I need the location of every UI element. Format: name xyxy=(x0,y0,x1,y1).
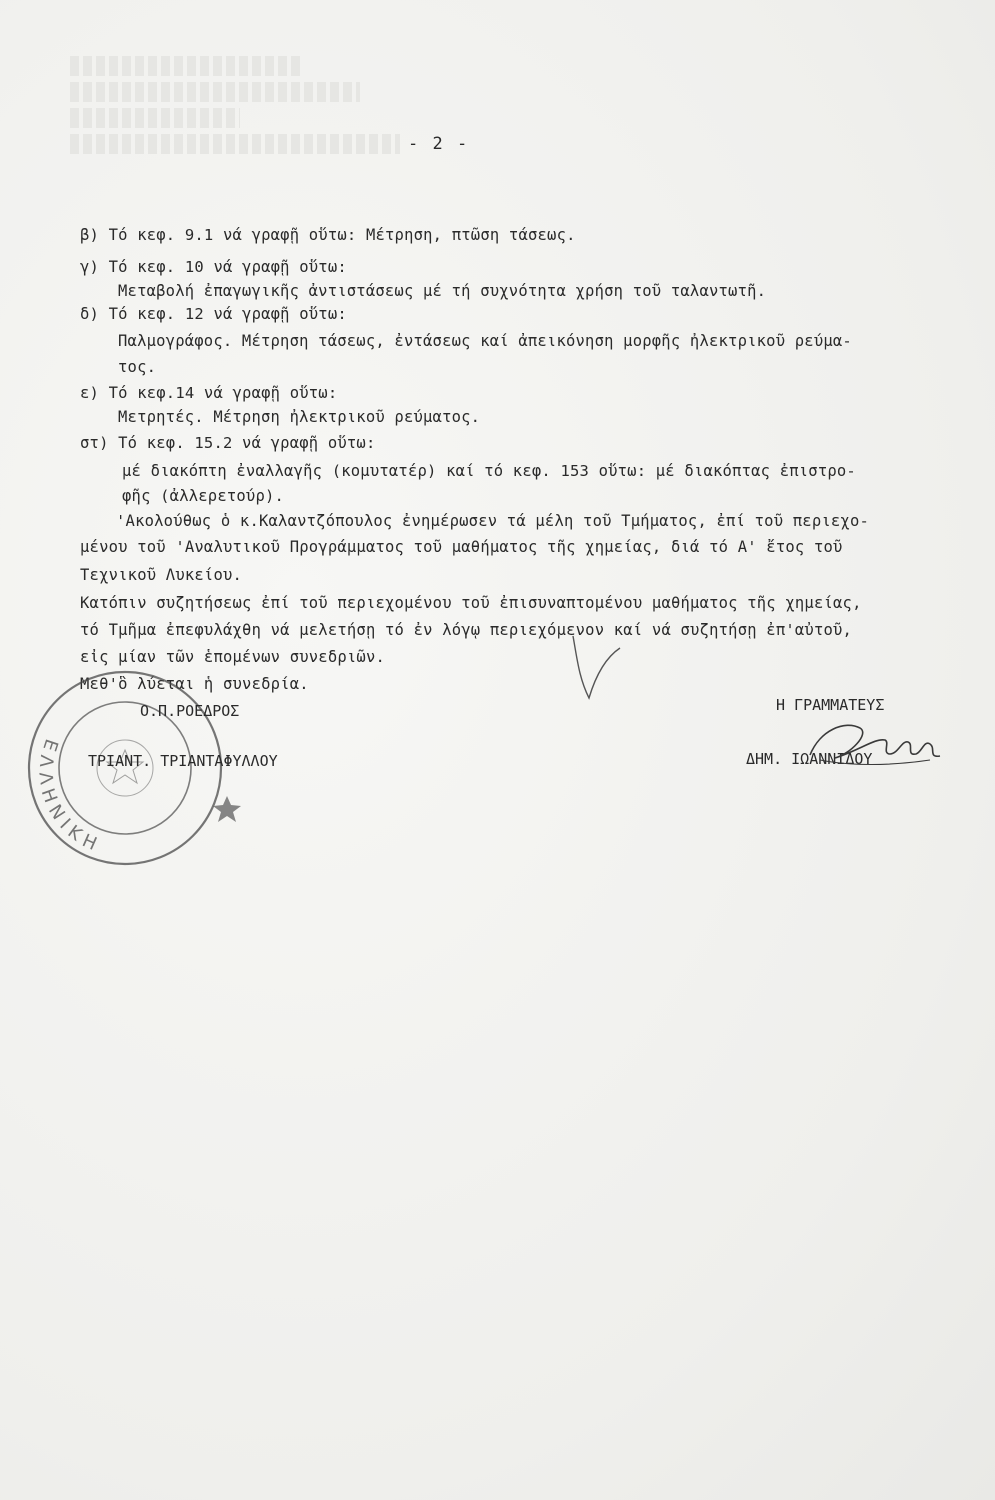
body-line: Μεθ'ὃ λύεται ἡ συνεδρία. xyxy=(80,675,309,693)
body-line: τος. xyxy=(118,358,157,376)
body-line: Τεχνικοῦ Λυκείου. xyxy=(80,566,243,584)
body-line: εἰς μίαν τῶν ἑπομένων συνεδριῶν. xyxy=(80,648,386,666)
body-line: Παλμογράφος. Μέτρηση τάσεως, ἐντάσεως καί ἀπεικόνηση μορφῆς ἠλεκτρικοῦ ρεύμα- xyxy=(118,332,852,350)
body-line: φῆς (ἀλλερετούρ). xyxy=(122,487,285,505)
body-line: β) Τό κεφ. 9.1 νά γραφῇ οὕτω: Μέτρηση, πτῶση τάσεως. xyxy=(80,226,576,244)
page-number: - 2 - xyxy=(408,134,470,154)
body-line: στ) Τό κεφ. 15.2 νά γραφῇ οὕτω: xyxy=(80,434,376,452)
body-line: ε) Τό κεφ.14 νά γραφῇ οὕτω: xyxy=(80,384,338,402)
pen-mark-icon xyxy=(565,628,625,708)
body-line: δ) Τό κεφ. 12 νά γραφῇ οὕτω: xyxy=(80,305,347,323)
body-line: μένου τοῦ 'Αναλυτικοῦ Προγράμματος τοῦ μαθήματος τῆς χημείας, διά τό Α' ἔτος τοῦ xyxy=(80,538,843,556)
body-line: γ) Τό κεφ. 10 νά γραφῇ οὕτω: xyxy=(80,258,347,276)
secretary-name: ΔΗΜ. ΙΩΑΝΝΙΔΟΥ xyxy=(746,750,873,768)
body-line: Μετρητές. Μέτρηση ἠλεκτρικοῦ ρεύματος. xyxy=(118,408,481,426)
secretary-title: Η ΓΡΑΜΜΑΤΕΥΣ xyxy=(776,696,885,714)
handwritten-signature-icon xyxy=(790,710,950,780)
body-line: Μεταβολή ἐπαγωγικῆς ἀντιστάσεως μέ τή συχνότητα χρήση τοῦ ταλαντωτῆ. xyxy=(118,282,767,300)
body-line: τό Τμῆμα ἐπεφυλάχθη νά μελετήσῃ τό ἐν λόγῳ περιεχόμενον καί νά συζητήσῃ ἐπ'αὐτοῦ, xyxy=(80,621,853,639)
body-line: 'Ακολούθως ὁ κ.Καλαντζόπουλος ἐνημέρωσεν τά μέλη τοῦ Τμήματος, ἐπί τοῦ περιεχο- xyxy=(116,512,870,530)
body-line: Κατόπιν συζητήσεως ἐπί τοῦ περιεχομένου τοῦ ἐπισυναπτομένου μαθήματος τῆς χημείας, xyxy=(80,594,862,612)
stamp-text: ΕΛΛΗΝΙΚΗ xyxy=(34,736,106,858)
president-title: Ο.Π.ΡΟΕΔΡΟΣ xyxy=(140,702,240,720)
body-line: μέ διακόπτη ἐναλλαγῆς (κομυτατέρ) καί τό κεφ. 153 οὕτω: μέ διακόπτας ἐπιστρο- xyxy=(122,462,856,480)
president-name: ΤΡΙΑΝΤ. ΤΡΙΑΝΤΑΦΥΛΛΟΥ xyxy=(88,752,278,770)
show-through-text xyxy=(70,52,950,192)
